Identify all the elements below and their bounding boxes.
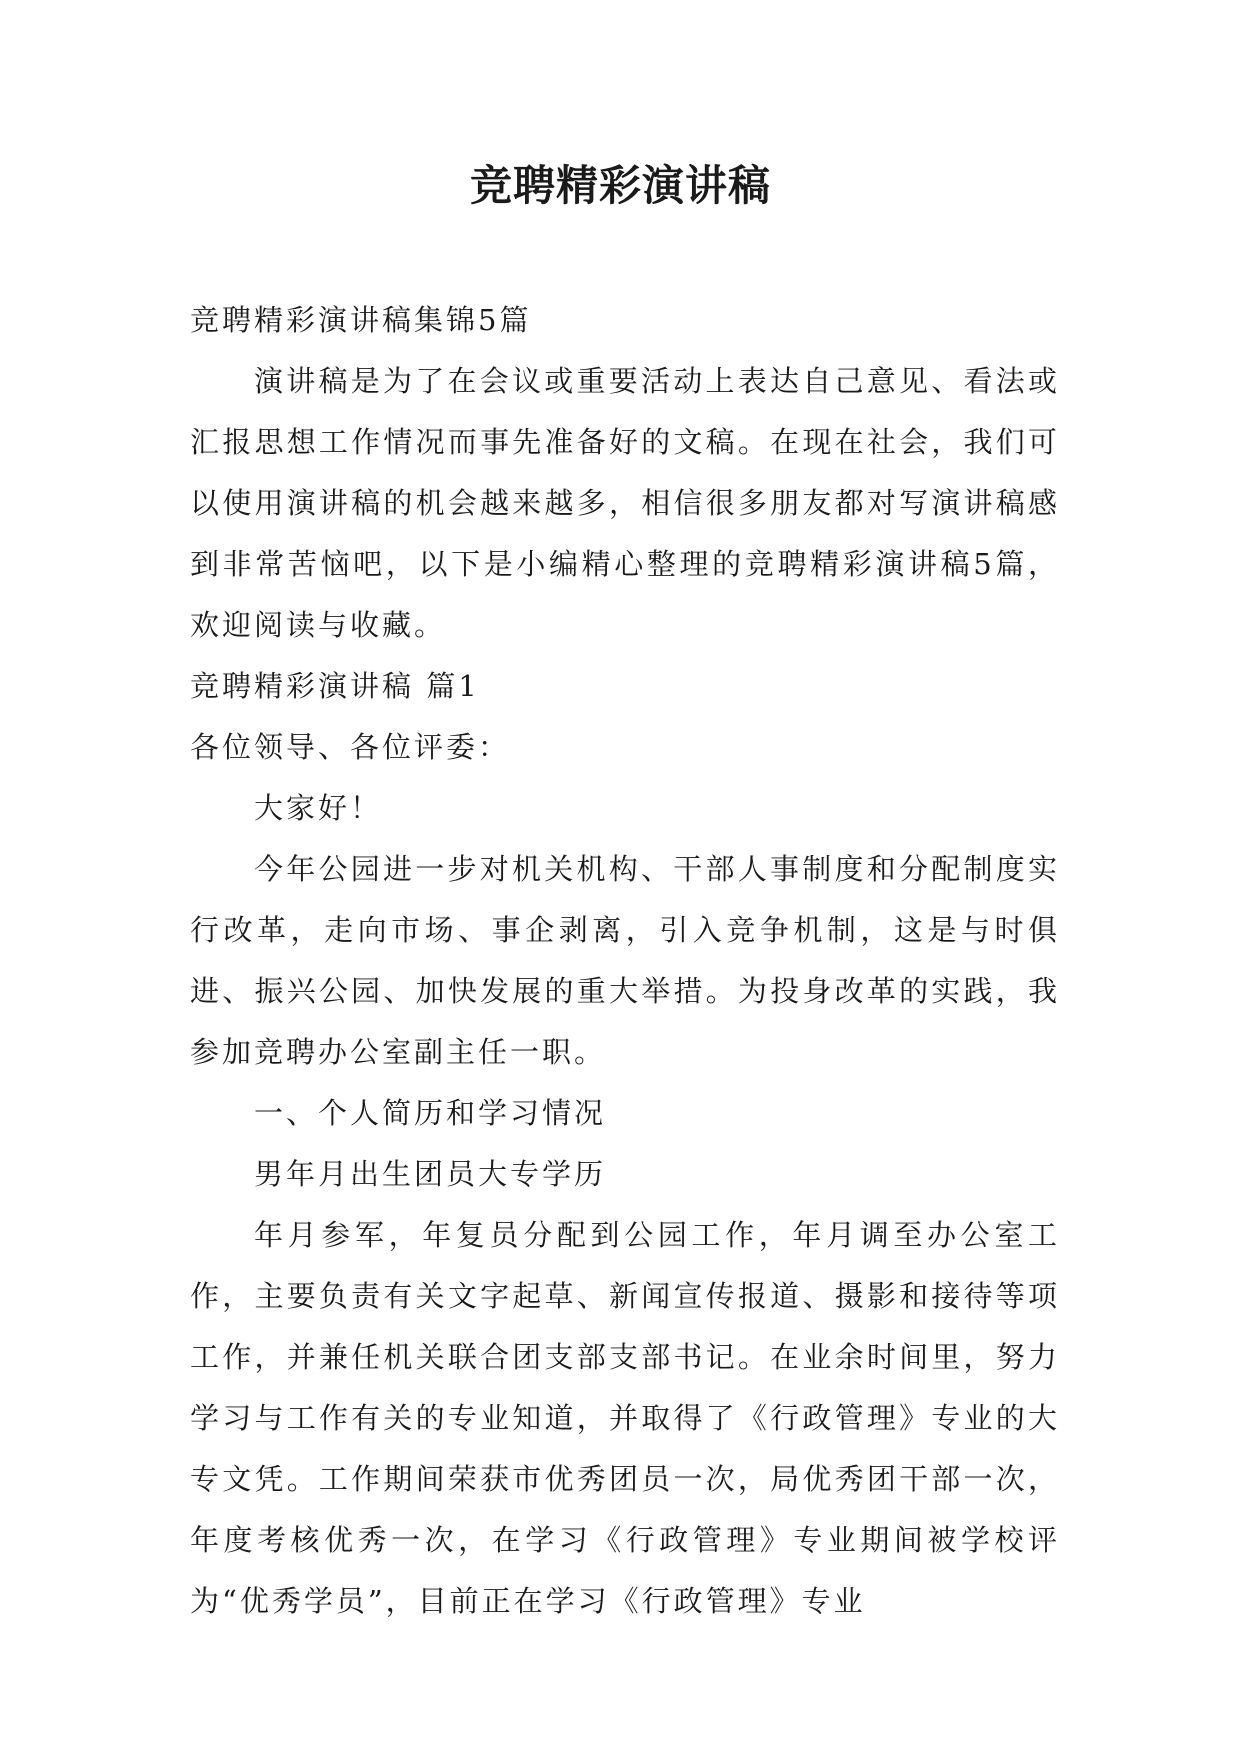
paragraph-career: 年月参军，年复员分配到公园工作，年月调至办公室工作，主要负责有关文字起草、新闻宣传报道、摄影和接待等项工作，并兼任机关联合团支部支部书记。在业余时间里，努力学习与工作有关的专业知道，并取得了《行政管理》专业的大专文凭。工作期间荣获市优秀团员一次，局优秀团干部一次，年度考核优秀一次，在学习《行政管理》专业期间被学校评为“优秀学员”，目前正在学习《行政管理》专业: [190, 1218, 1060, 1618]
document-body: [190, 290, 1060, 1632]
paragraph-personal-info: 男年月出生团员大专学历: [254, 1157, 607, 1191]
paragraph-greeting: 大家好！: [254, 791, 383, 825]
document-title: 竞聘精彩演讲稿: [469, 161, 771, 210]
paragraph-reform: 今年公园进一步对机关机构、干部人事制度和分配制度实行改革，走向市场、事企剥离，引入竞争机制，这是与时俱进、振兴公园、加快发展的重大举措。为投身改革的实践，我参加竞聘办公室副主任一职。: [190, 852, 1060, 1069]
paragraph-subtitle: 竞聘精彩演讲稿集锦5篇: [190, 303, 532, 337]
paragraph-salutation: 各位领导、各位评委：: [190, 730, 511, 764]
paragraph-intro: 演讲稿是为了在会议或重要活动上表达自己意见、看法或汇报思想工作情况而事先准备好的文稿。在现在社会，我们可以使用演讲稿的机会越来越多，相信很多朋友都对写演讲稿感到非常苦恼吧，以下是小编精心整理的竞聘精彩演讲稿5篇，欢迎阅读与收藏。: [190, 364, 1060, 642]
paragraph-section-heading: 竞聘精彩演讲稿 篇1: [190, 669, 480, 703]
paragraph-heading-resume: 一、个人简历和学习情况: [254, 1096, 607, 1130]
